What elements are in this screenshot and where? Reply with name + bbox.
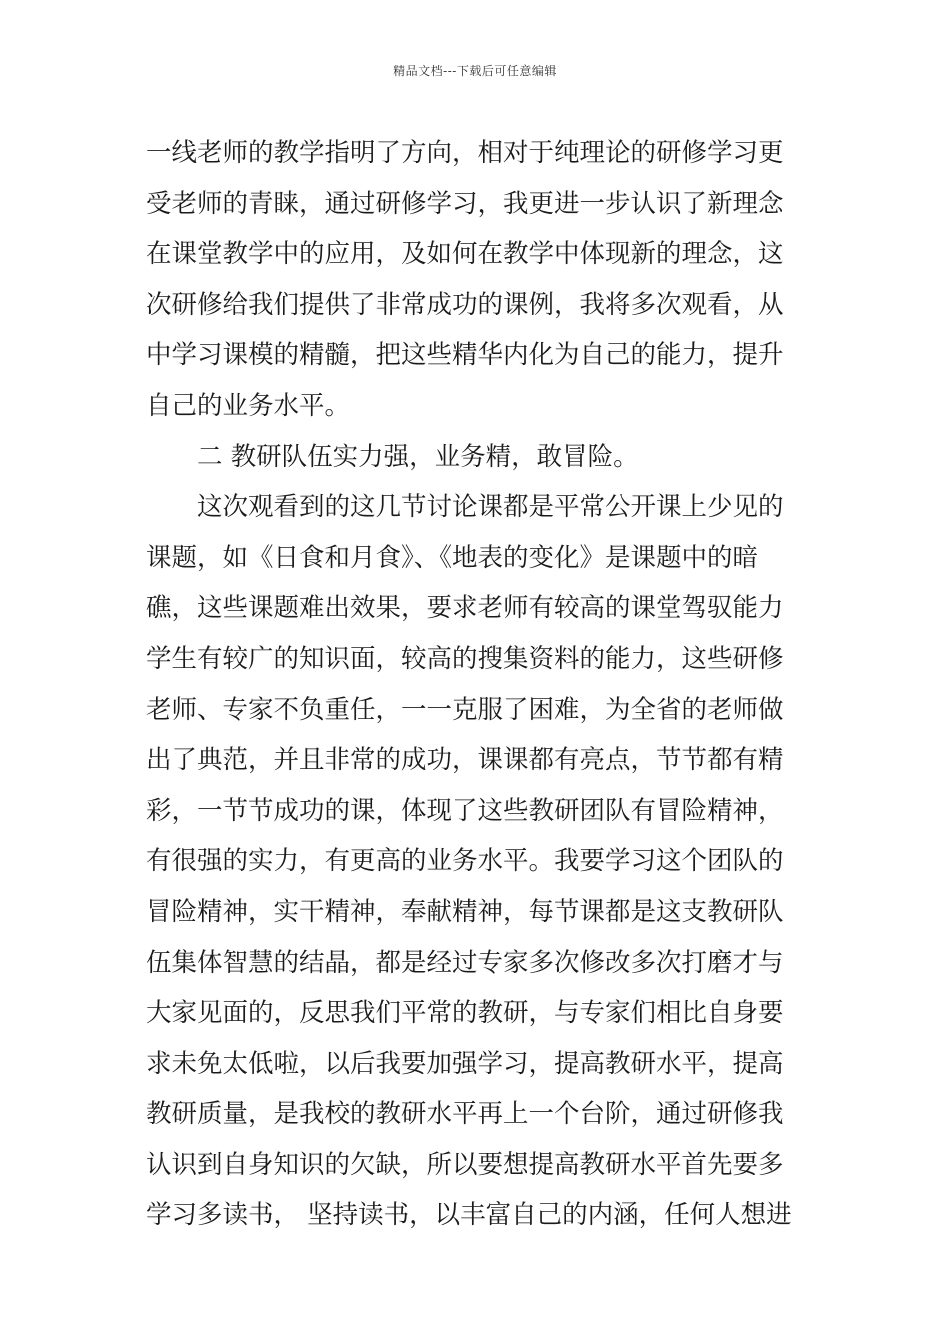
text-line: 伍集体智慧的结晶，都是经过专家多次修改多次打磨才与 [146, 947, 784, 978]
section-heading: 二 教研队伍实力强，业务精，敢冒险。 [197, 441, 639, 472]
text-line: 学生有较广的知识面，较高的搜集资料的能力，这些研修 [146, 643, 784, 674]
text-line: 老师、专家不负重任，一一克服了困难，为全省的老师做 [146, 694, 784, 725]
text-line: 出了典范，并且非常的成功，课课都有亮点，节节都有精 [146, 745, 784, 776]
text-line: 有很强的实力，有更高的业务水平。我要学习这个团队的 [146, 846, 784, 877]
text-line: 大家见面的，反思我们平常的教研，与专家们相比自身要 [146, 998, 784, 1029]
page-header: 精品文档---下载后可任意编辑 [393, 64, 557, 78]
text-line: 一线老师的教学指明了方向，相对于纯理论的研修学习更 [146, 138, 784, 168]
text-line: 中学习课模的精髓，把这些精华内化为自己的能力，提升 [146, 340, 784, 371]
text-line: 求未免太低啦，以后我要加强学习，提高教研水平，提高 [146, 1048, 784, 1079]
text-line: 冒险精神，实干精神，奉献精神，每节课都是这支教研队 [146, 896, 784, 927]
text-line: 次研修给我们提供了非常成功的课例，我将多次观看，从 [146, 289, 784, 320]
text-line: 受老师的青睐，通过研修学习，我更进一步认识了新理念 [146, 188, 784, 219]
text-line: 礁，这些课题难出效果，要求老师有较高的课堂驾驭能力 [146, 593, 784, 624]
text-line: 自己的业务水平。 [146, 390, 351, 421]
text-line: 教研质量，是我校的教研水平再上一个台阶，通过研修我 [146, 1099, 784, 1130]
paragraph-first-line: 这次观看到的这几节讨论课都是平常公开课上少见的 [197, 492, 784, 523]
text-line: 彩，一节节成功的课，体现了这些教研团队有冒险精神， [146, 795, 784, 826]
text-line: 认识到自身知识的欠缺，所以要想提高教研水平首先要多 [146, 1149, 784, 1180]
document-body [146, 128, 810, 1241]
text-line: 学习多读书， 坚持读书，以丰富自己的内涵，任何人想进 [146, 1200, 792, 1231]
text-line: 在课堂教学中的应用，及如何在教学中体现新的理念，这 [146, 239, 784, 270]
text-line: 课题，如《日食和月食》、《地表的变化》是课题中的暗 [146, 542, 759, 573]
